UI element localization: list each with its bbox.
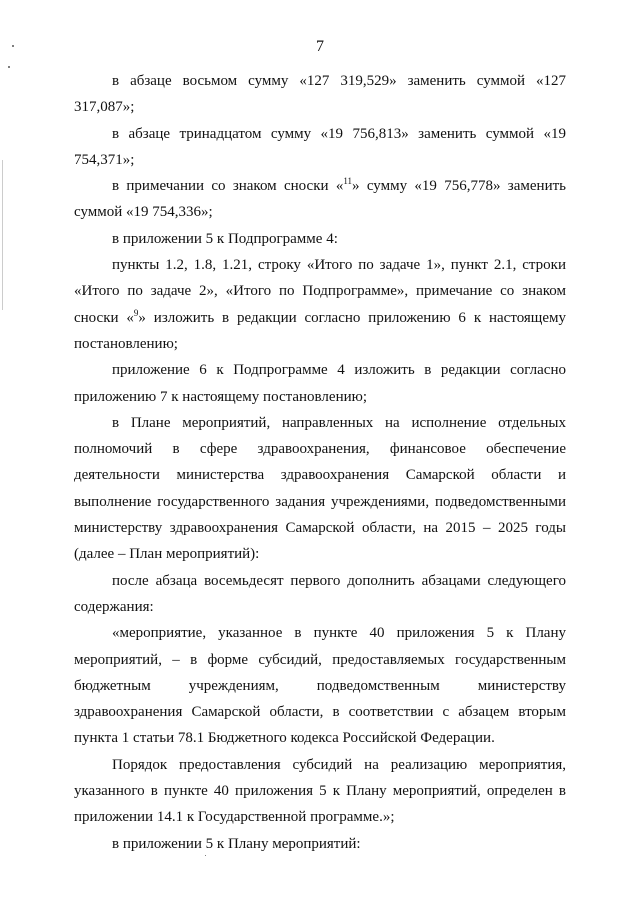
paragraph-7: в Плане мероприятий, направленных на исполнение отдельных полномочий в сфере здравоохранения, финансовое обеспечение деятельности министерства здравоохранения Самарской области и выполнение государственного задания учреждениями, подведомственными министерству здравоохранения Самарской области, на 2015 – 2025 годы (далее – План мероприятий): [74,414,566,563]
scan-speck [12,45,14,47]
paragraph-2: в абзаце тринадцатом сумму «19 756,813» заменить суммой «19 754,371»; [74,125,566,168]
scan-margin-line [2,160,3,310]
footnote-mark-9: 9 [133,307,139,318]
paragraph-5-text-before: пункты 1.2, 1.8, 1.21, строку «Итого по задаче 1», пункт 2.1, строки «Итого по задаче 2», «Итого по Подпрограмме», примечание со знаком сноски « [74,257,566,326]
paragraph-11: в приложении 5 к Плану мероприятий: [112,835,361,852]
paragraph-3-text-after: » сумму «19 756,778» заменить суммой «19 754,336»; [74,178,566,221]
paragraph-8: после абзаца восемьдесят первого дополнить абзацами следующего содержания: [74,572,566,615]
page-number: 7 [316,38,324,55]
paragraph-6: приложение 6 к Подпрограмме 4 изложить в редакции согласно приложению 7 к настоящему постановлению; [74,362,566,405]
footnote-mark-11: 11 [343,176,353,187]
paragraph-3 [74,173,566,226]
document-body [74,68,566,857]
paragraph-1: в абзаце восьмом сумму «127 319,529» заменить суммой «127 317,087»; [74,73,566,116]
paragraph-3-text-before: в примечании со знаком сноски « [112,178,344,195]
scan-speck [8,66,10,68]
scan-speck [205,855,206,856]
paragraph-10: Порядок предоставления субсидий на реализацию мероприятия, указанного в пункте 40 приложения 5 к Плану мероприятий, определен в приложении 14.1 к Государственной программе.»; [74,756,566,826]
paragraph-9: «мероприятие, указанное в пункте 40 приложения 5 к Плану мероприятий, – в форме субсидий, предоставляемых государственным бюджетным учреждениям, подведомственным министерству здравоохранения Самарской области, в соответствии с абзацем вторым пункта 1 статьи 78.1 Бюджетного кодекса Российской Федерации. [74,625,566,747]
paragraph-5 [74,252,566,357]
paragraph-4: в приложении 5 к Подпрограмме 4: [112,230,338,247]
paragraph-5-text-after: » изложить в редакции согласно приложению 6 к настоящему постановлению; [74,309,567,352]
